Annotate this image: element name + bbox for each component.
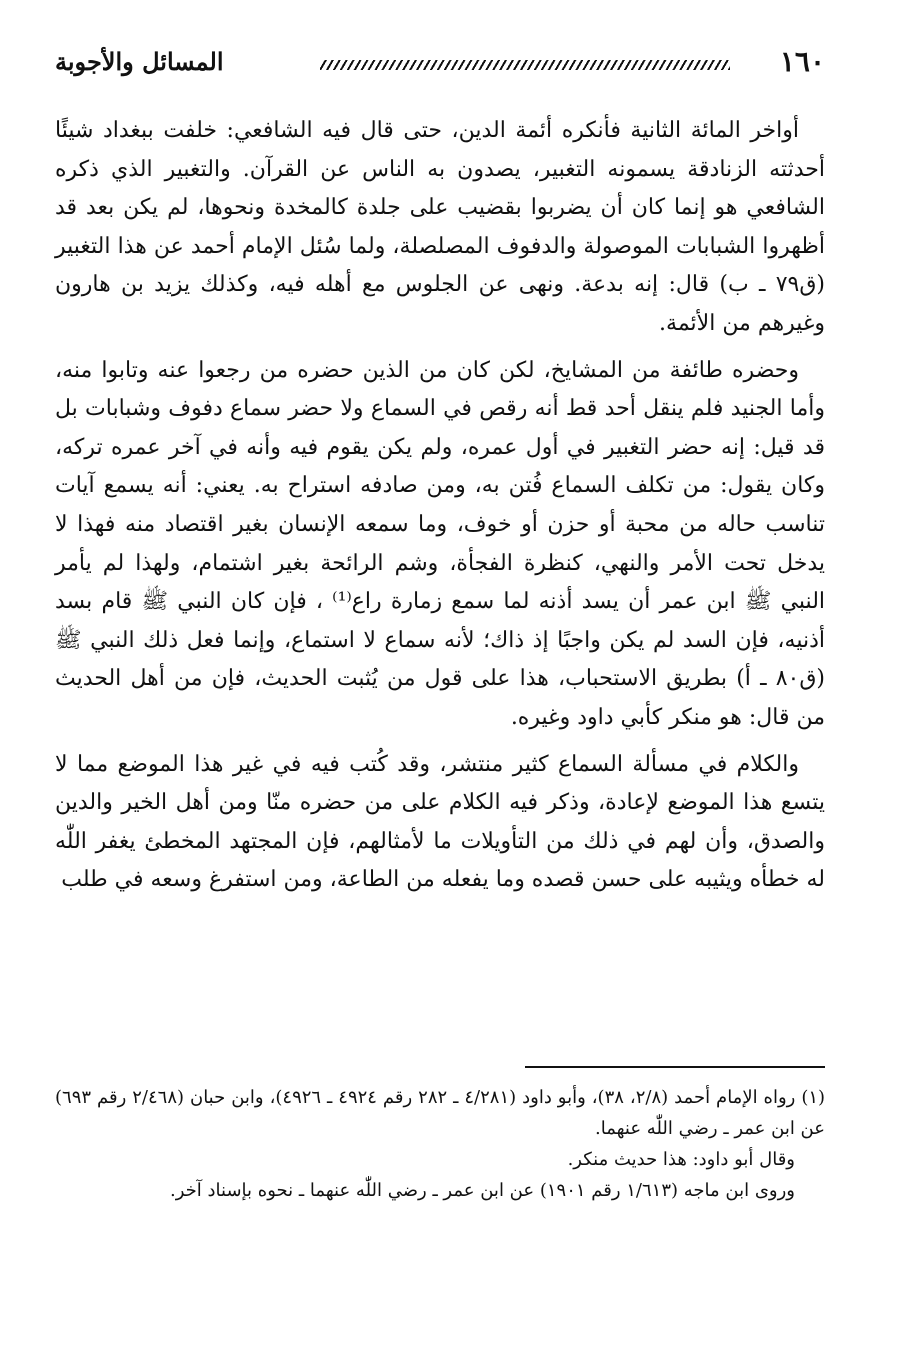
footnote-1-additional: وروى ابن ماجه (١/٦١٣ رقم ١٩٠١) عن ابن عمر ـ رضي اللّٰه عنهما ـ نحوه بإسناد آخر. xyxy=(170,1180,795,1201)
paragraph-1: أواخر المائة الثانية فأنكره أئمة الدين، حتى قال فيه الشافعي: خلفت ببغداد شيئًا أحدثته الزنادقة يسمونه التغبير، يصدون به الناس عن القرآن. والتغبير الذي ذكره الشافعي هو إنما كان أن يضربوا بقضيب على جلدة كالمخدة ونحوها، لم يكن بعد قد أظهروا الشبابات الموصولة والدفوف المصلصلة، ولما سُئل الإمام أحمد عن هذا التغبير (ق٧٩ ـ ب) قال: إنه بدعة. ونهى عن الجلوس مع أهله فيه، وكذلك يزيد بن هارون وغيرهم من الأئمة. xyxy=(55,118,825,336)
main-text xyxy=(55,112,825,908)
footnote-1: (١) رواه الإمام أحمد (٢/٨، ٣٨)، وأبو داود (٤/٢٨١ ـ ٢٨٢ رقم ٤٩٢٤ ـ ٤٩٢٦)، وابن حبان (٢/٤٦٨ رقم ٦٩٣) عن ابن عمر ـ رضي اللّٰه عنهما. xyxy=(55,1087,826,1139)
paragraph-2: وحضره طائفة من المشايخ، لكن كان من الذين حضره من رجعوا عنه وتابوا منه، وأما الجنيد فلم ينقل أحد قط أنه رقص في السماع ولا حضر سماع دفوف وشبابات بل قد قيل: إنه حضر التغبير في أول عمره، ولم يكن يقوم فيه وأنه في آخر عمره تركه، وكان يقول: من تكلف السماع فُتن به، ومن صادفه استراح به. يعني: أنه يسمع آيات تناسب حاله من محبة أو حزن أو خوف، وما سمعه الإنسان بغير اقتصاد منه فهذا لا يدخل تحت الأمر والنهي، كنظرة الفجأة، وشم الرائحة بغير اشتمام، ولهذا لم يأمر النبي ﷺ ابن عمر أن يسد أذنه لما سمع زمارة راع⁽¹⁾ ، فإن كان النبي ﷺ قام بسد أذنيه، فإن السد لم يكن واجبًا إذ ذاك؛ لأنه سماع لا استماع، وإنما فعل ذلك النبي ﷺ (ق٨٠ ـ أ) بطريق الاستحباب، هذا على قول من يُثبت الحديث، فإن من أهل الحديث من قال: هو منكر كأبي داود وغيره. xyxy=(55,357,826,730)
footnotes xyxy=(55,1082,825,1206)
header-hatch-decoration xyxy=(320,60,730,70)
footnote-separator xyxy=(525,1066,825,1068)
footnote-1-comment: وقال أبو داود: هذا حديث منكر. xyxy=(567,1149,795,1170)
page-number: ١٦٠ xyxy=(779,45,825,78)
page-header xyxy=(55,42,825,82)
paragraph-3: والكلام في مسألة السماع كثير منتشر، وقد كُتب فيه في غير هذا الموضع مما لا يتسع هذا الموضع لإعادة، وذكر فيه الكلام على من حضره منّا ومن أهل الخير والدين والصدق، وأن لهم في ذلك من التأويلات ما لأمثالهم، فإن المجتهد المخطئ يغفر اللّٰه له خطأه ويثيبه على حسن قصده وما يفعله من الطاعة، ومن استفرغ وسعه في طلب xyxy=(55,751,825,893)
running-title: المسائل والأجوبة xyxy=(55,47,224,76)
